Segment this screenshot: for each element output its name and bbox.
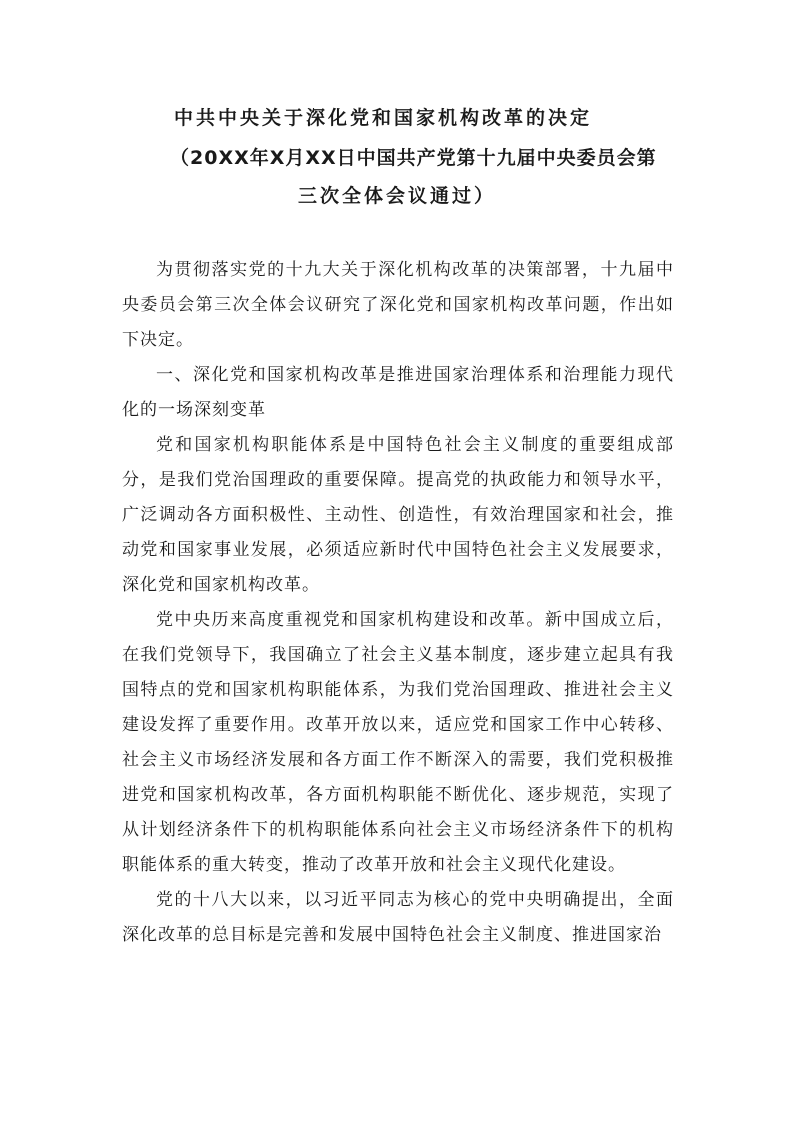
- document-body: [122, 253, 674, 953]
- document-subtitle-line-2: 三次全体会议通过）: [298, 185, 497, 207]
- document-subtitle-line-1: （20XX年X月XX日中国共产党第十九届中央委员会第: [170, 147, 657, 169]
- section-heading-1: 一、深化党和国家机构改革是推进国家治理体系和治理能力现代化的一场深刻变革: [122, 365, 674, 420]
- paragraph-intro: 为贯彻落实党的十九大关于深化机构改革的决策部署，十九届中央委员会第三次全体会议研究了深化党和国家机构改革问题，作出如下决定。: [122, 260, 674, 350]
- paragraph-4: 党的十八大以来，以习近平同志为核心的党中央明确提出，全面深化改革的总目标是完善和发展中国特色社会主义制度、推进国家治: [122, 890, 674, 945]
- paragraph-3: 党中央历来高度重视党和国家机构建设和改革。新中国成立后，在我们党领导下，我国确立了社会主义基本制度，逐步建立起具有我国特点的党和国家机构职能体系，为我们党治国理政、推进社会主义建设发挥了重要作用。改革开放以来，适应党和国家工作中心转移、社会主义市场经济发展和各方面工作不断深入的需要，我们党积极推进党和国家机构改革，各方面机构职能不断优化、逐步规范，实现了从计划经济条件下的机构职能体系向社会主义市场经济条件下的机构职能体系的重大转变，推动了改革开放和社会主义现代化建设。: [122, 610, 674, 875]
- paragraph-2: 党和国家机构职能体系是中国特色社会主义制度的重要组成部分，是我们党治国理政的重要保障。提高党的执政能力和领导水平，广泛调动各方面积极性、主动性、创造性，有效治理国家和社会，推动党和国家事业发展，必须适应新时代中国特色社会主义发展要求，深化党和国家机构改革。: [122, 435, 674, 595]
- document-title: 中共中央关于深化党和国家机构改革的决定: [174, 107, 593, 129]
